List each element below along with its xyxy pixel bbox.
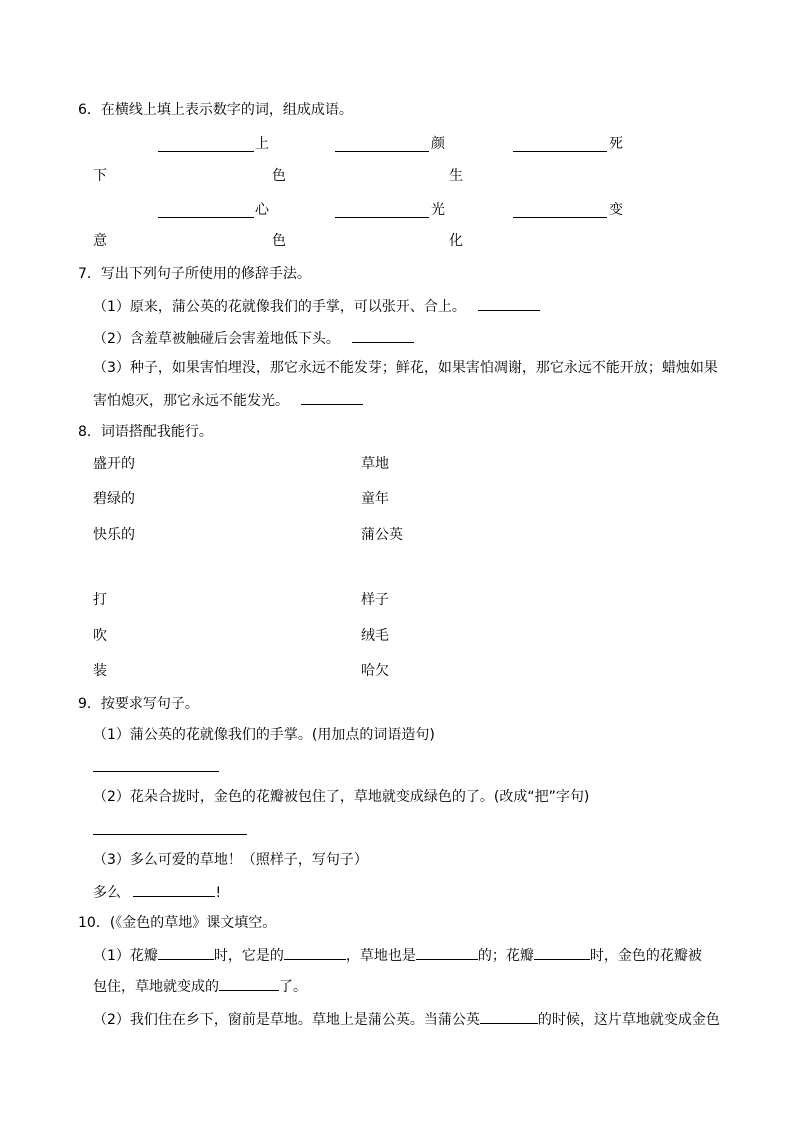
answer-blank[interactable] xyxy=(513,217,607,218)
word-right[interactable]: 哈欠 xyxy=(361,663,389,679)
sentence-2 xyxy=(93,328,414,348)
answer-blank[interactable] xyxy=(133,882,215,897)
idiom-char: 色 xyxy=(272,168,286,184)
paragraph-2-line-1 xyxy=(93,1009,720,1029)
sentence-3-line-1: （3）种子，如果害怕埋没，那它永远不能发芽；鲜花，如果害怕凋谢，那它永远不能开放；蜡烛如果 xyxy=(93,360,718,376)
sentence-2: （2）花朵合拢时，金色的花瓣被包住了，草地就变成绿色的了。(改成“把”字句) xyxy=(93,789,590,805)
word-right[interactable]: 样子 xyxy=(361,592,389,608)
sentence-1 xyxy=(93,296,540,316)
idiom-char: 颜 xyxy=(431,136,445,152)
idiom-char: 变 xyxy=(609,202,623,218)
suffix-text: ! xyxy=(215,885,222,901)
text: 的时候，这片草地就变成金色 xyxy=(537,1012,720,1028)
answer-blank[interactable] xyxy=(534,945,590,960)
answer-line[interactable] xyxy=(93,834,247,835)
question-10-title: 10．(《金色的草地》课文填空。 xyxy=(78,915,277,931)
sentence-text: 害怕熄灭，那它永远不能发光。 xyxy=(93,393,289,409)
answer-blank[interactable] xyxy=(158,151,254,152)
word-left[interactable]: 打 xyxy=(93,592,107,608)
idiom-char: 死 xyxy=(609,136,623,152)
word-left[interactable]: 装 xyxy=(93,663,107,679)
word-left[interactable]: 吹 xyxy=(93,628,107,644)
idiom-char: 心 xyxy=(255,202,269,218)
answer-blank[interactable] xyxy=(158,217,254,218)
paragraph-1-line-1 xyxy=(93,945,702,965)
word-left[interactable]: 盛开的 xyxy=(93,456,135,472)
word-right[interactable]: 草地 xyxy=(361,456,389,472)
text: （2）我们住在乡下，窗前是草地。草地上是蒲公英。当蒲公英 xyxy=(93,1012,480,1028)
sentence-text: （2）含羞草被触碰后会害羞地低下头。 xyxy=(93,331,340,347)
idiom-char: 意 xyxy=(93,233,107,249)
sentence-1: （1）蒲公英的花就像我们的手掌。(用加点的词语造句) xyxy=(93,727,435,743)
text: 时，它是的 xyxy=(213,948,284,964)
sentence-3-line-2 xyxy=(93,390,363,410)
text: 的；花瓣 xyxy=(477,948,534,964)
text: 时，金色的花瓣被 xyxy=(589,948,702,964)
word-left[interactable]: 快乐的 xyxy=(93,527,135,543)
prefix-text: 多么 xyxy=(93,885,121,901)
answer-line[interactable] xyxy=(93,771,219,772)
answer-blank[interactable] xyxy=(219,976,279,991)
answer-blank[interactable] xyxy=(480,1009,538,1024)
text: （1）花瓣 xyxy=(93,948,158,964)
sentence-text: （1）原来，蒲公英的花就像我们的手掌，可以张开、合上。 xyxy=(93,299,466,315)
word-right[interactable]: 蒲公英 xyxy=(361,527,403,543)
answer-blank[interactable] xyxy=(335,151,429,152)
answer-blank[interactable] xyxy=(301,390,363,405)
idiom-char: 化 xyxy=(449,233,463,249)
text: ，草地也是 xyxy=(345,948,416,964)
idiom-char: 生 xyxy=(449,168,463,184)
question-6-title: 6．在横线上填上表示数字的词，组成成语。 xyxy=(78,102,353,118)
answer-blank[interactable] xyxy=(478,296,540,311)
sentence-3: （3）多么可爱的草地！（照样子，写句子） xyxy=(93,852,368,868)
question-8-title: 8．词语搭配我能行。 xyxy=(78,424,213,440)
sentence-3-answer xyxy=(93,882,221,902)
idiom-char: 下 xyxy=(93,168,107,184)
question-9-title: 9．按要求写句子。 xyxy=(78,696,199,712)
answer-blank[interactable] xyxy=(335,217,429,218)
word-right[interactable]: 童年 xyxy=(361,491,389,507)
idiom-char: 色 xyxy=(272,233,286,249)
paragraph-1-line-2 xyxy=(93,976,307,996)
word-left[interactable]: 碧绿的 xyxy=(93,491,135,507)
text: 包住，草地就变成的 xyxy=(93,979,219,995)
word-right[interactable]: 绒毛 xyxy=(361,628,389,644)
idiom-char: 光 xyxy=(431,202,445,218)
answer-blank[interactable] xyxy=(416,945,478,960)
answer-blank[interactable] xyxy=(158,945,214,960)
answer-blank[interactable] xyxy=(284,945,346,960)
question-7-title: 7．写出下列句子所使用的修辞手法。 xyxy=(78,266,311,282)
answer-blank[interactable] xyxy=(352,328,414,343)
idiom-char: 上 xyxy=(255,136,269,152)
answer-blank[interactable] xyxy=(513,151,607,152)
text: 了。 xyxy=(279,979,307,995)
